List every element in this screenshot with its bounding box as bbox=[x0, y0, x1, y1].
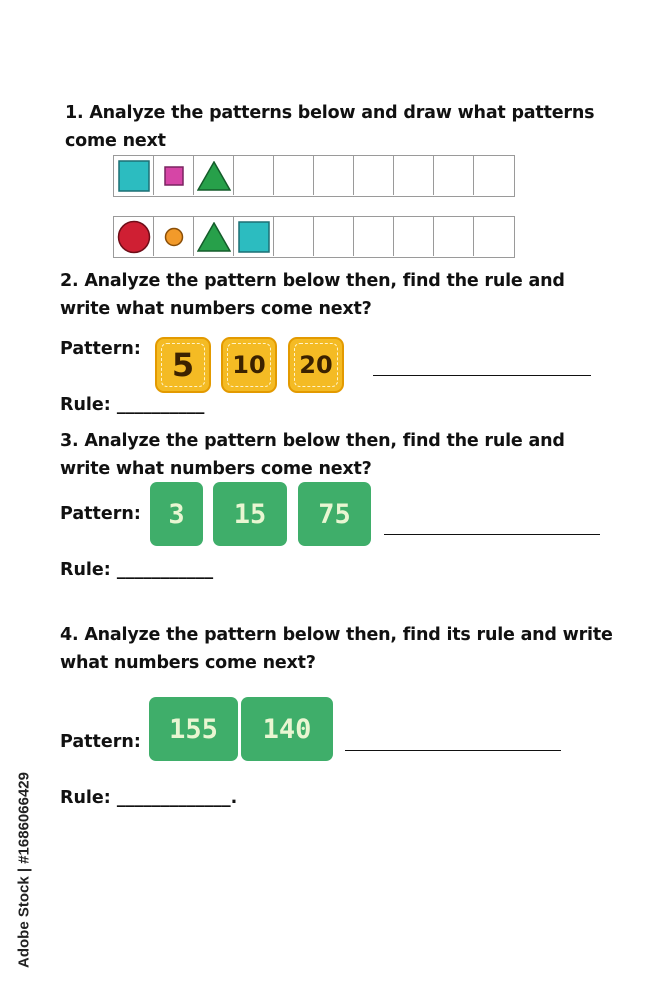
number-tile: 140 bbox=[241, 697, 333, 761]
shape-pattern-row-1 bbox=[113, 155, 515, 197]
answer-line[interactable] bbox=[345, 750, 561, 751]
grid-cell bbox=[194, 217, 234, 256]
pattern-label: Pattern: bbox=[60, 504, 141, 524]
grid-cell bbox=[114, 156, 154, 195]
pattern-label: Pattern: bbox=[60, 732, 141, 752]
empty-answer-cell[interactable] bbox=[354, 156, 394, 195]
pattern-label: Pattern: bbox=[60, 339, 141, 359]
green-tile-group bbox=[149, 697, 335, 761]
stock-watermark bbox=[14, 750, 34, 990]
number-tile: 5 bbox=[155, 337, 211, 393]
teal-square-icon bbox=[238, 221, 270, 253]
magenta-small-square-icon bbox=[164, 166, 184, 186]
empty-answer-cell[interactable] bbox=[434, 217, 474, 256]
empty-answer-cell[interactable] bbox=[474, 217, 514, 256]
empty-answer-cell[interactable] bbox=[274, 217, 314, 256]
answer-line[interactable] bbox=[373, 375, 591, 376]
empty-answer-cell[interactable] bbox=[434, 156, 474, 195]
question-3-prompt: 3. Analyze the pattern below then, find the rule and write what numbers come next? bbox=[60, 431, 565, 479]
number-tile: 3 bbox=[150, 482, 203, 546]
number-tile: 75 bbox=[298, 482, 371, 546]
yellow-tile-group bbox=[155, 337, 345, 397]
empty-answer-cell[interactable] bbox=[394, 217, 434, 256]
red-circle-icon bbox=[117, 220, 151, 254]
question-1-prompt: 1. Analyze the patterns below and draw what patterns come next bbox=[65, 103, 595, 151]
rule-label: Rule: __________ bbox=[60, 395, 205, 415]
green-tile-group bbox=[150, 482, 372, 546]
watermark-text: Adobe Stock | #1686066429 bbox=[15, 772, 33, 968]
empty-answer-cell[interactable] bbox=[274, 156, 314, 195]
rule-label: Rule: ___________ bbox=[60, 560, 214, 580]
number-tile: 20 bbox=[288, 337, 344, 393]
empty-answer-cell[interactable] bbox=[234, 156, 274, 195]
rule-label: Rule: _____________. bbox=[60, 788, 238, 808]
grid-cell bbox=[234, 217, 274, 256]
empty-answer-cell[interactable] bbox=[474, 156, 514, 195]
empty-answer-cell[interactable] bbox=[314, 217, 354, 256]
empty-answer-cell[interactable] bbox=[354, 217, 394, 256]
grid-cell bbox=[154, 156, 194, 195]
orange-small-circle-icon bbox=[164, 227, 184, 247]
shape-pattern-row-2 bbox=[113, 216, 515, 258]
answer-line[interactable] bbox=[384, 534, 600, 535]
empty-answer-cell[interactable] bbox=[394, 156, 434, 195]
green-triangle-icon bbox=[197, 222, 231, 252]
empty-answer-cell[interactable] bbox=[314, 156, 354, 195]
number-tile: 155 bbox=[149, 697, 238, 761]
grid-cell bbox=[154, 217, 194, 256]
number-tile: 10 bbox=[221, 337, 277, 393]
grid-cell bbox=[194, 156, 234, 195]
teal-square-icon bbox=[118, 160, 150, 192]
question-4-prompt: 4. Analyze the pattern below then, find its rule and write what numbers come next? bbox=[60, 625, 613, 673]
number-tile: 15 bbox=[213, 482, 287, 546]
question-2-prompt: 2. Analyze the pattern below then, find the rule and write what numbers come next? bbox=[60, 271, 565, 319]
green-triangle-icon bbox=[197, 161, 231, 191]
grid-cell bbox=[114, 217, 154, 256]
